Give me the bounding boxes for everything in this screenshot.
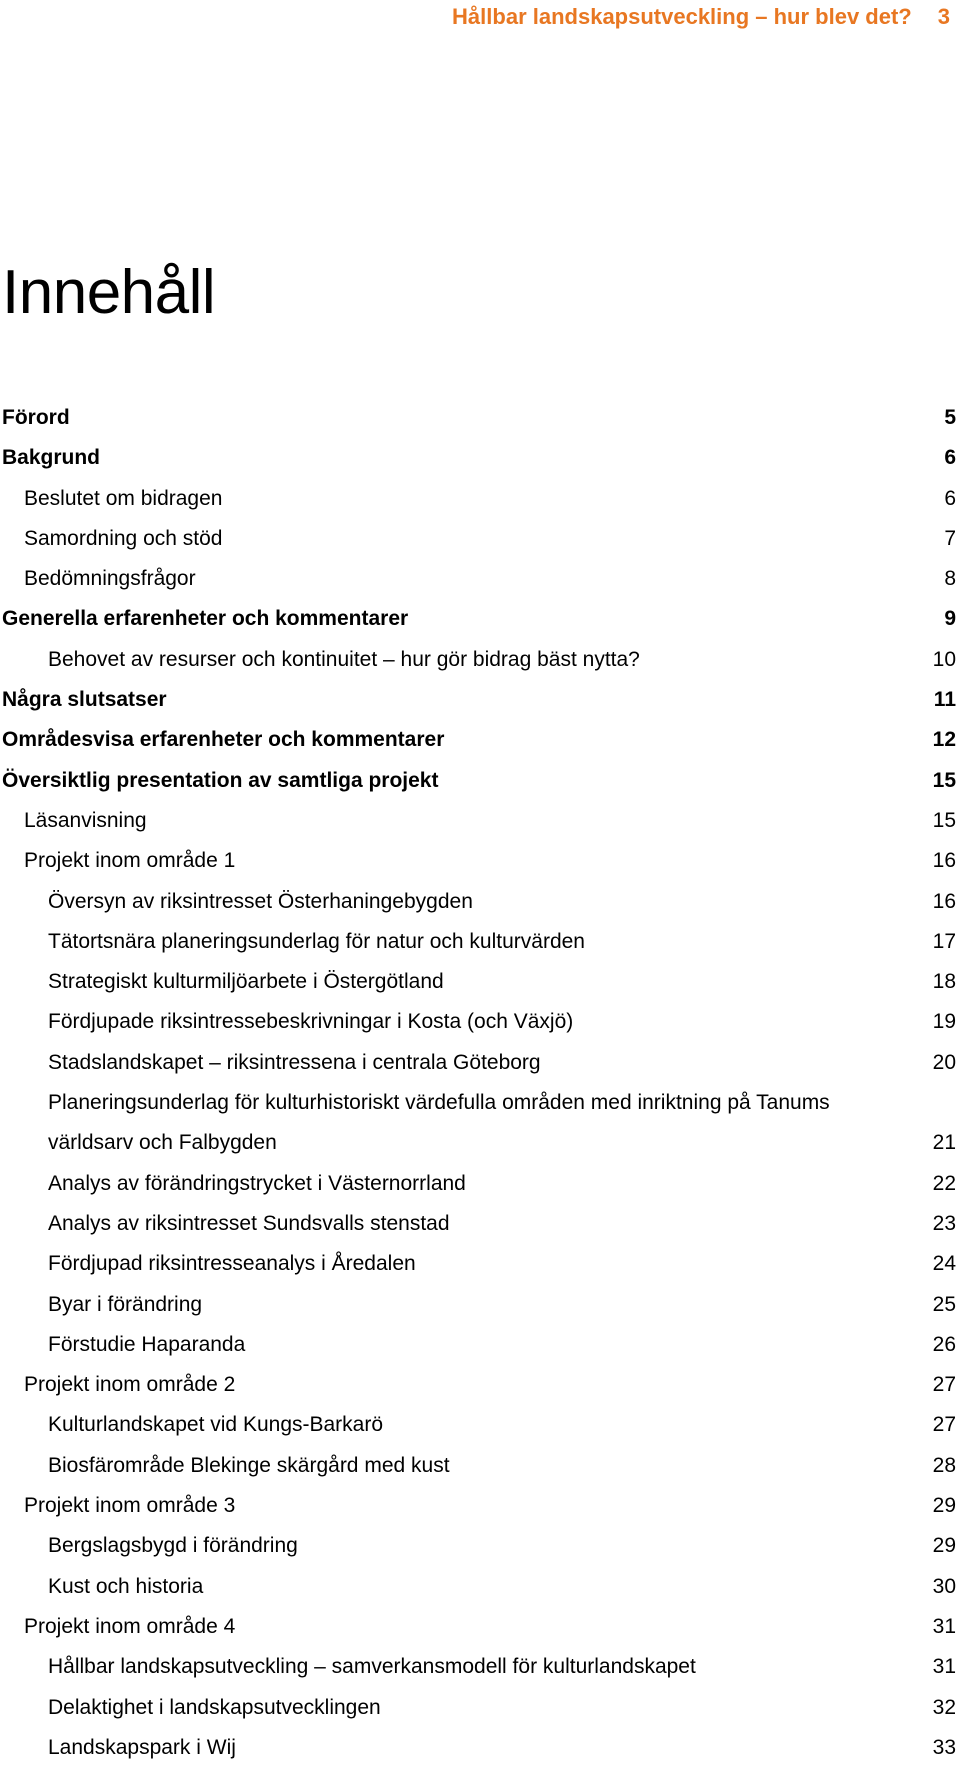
toc-entry-page-number: 31 <box>932 1614 956 1638</box>
toc-entry-page-number: 16 <box>932 849 956 873</box>
toc-entry[interactable] <box>0 1647 956 1687</box>
toc-entry-page-number: 27 <box>932 1373 956 1397</box>
toc-entry-label: Delaktighet i landskapsutvecklingen <box>48 1695 381 1719</box>
toc-entry-label: Några slutsatser <box>2 688 167 712</box>
toc-entry-page-number: 33 <box>932 1735 956 1759</box>
toc-entry-label: Fördjupad riksintresseanalys i Åredalen <box>48 1252 416 1276</box>
toc-entry[interactable] <box>0 922 956 962</box>
toc-entry-label: Bakgrund <box>2 446 101 470</box>
toc-entry[interactable] <box>0 559 956 599</box>
toc-entry-label: Projekt inom område 3 <box>24 1494 236 1518</box>
toc-entry-page-number: 16 <box>932 889 956 913</box>
toc-entry[interactable] <box>0 1002 956 1042</box>
toc-entry-page-number: 29 <box>932 1534 956 1558</box>
toc-entry-page-number: 30 <box>932 1574 956 1598</box>
toc-entry[interactable] <box>0 720 956 760</box>
toc-entry[interactable] <box>0 1083 956 1123</box>
toc-entry-page-number: 6 <box>944 486 956 510</box>
toc-entry-page-number: 32 <box>932 1695 956 1719</box>
toc-entry-page-number: 28 <box>932 1453 956 1477</box>
toc-entry-label: Bergslagsbygd i förändring <box>48 1534 298 1558</box>
toc-entry-label: Behovet av resurser och kontinuitet – hur gör bidrag bäst nytta? <box>48 647 640 671</box>
toc-entry[interactable] <box>0 1405 956 1445</box>
toc-entry[interactable] <box>0 1244 956 1284</box>
toc-entry[interactable] <box>0 438 956 478</box>
running-header-title: Hållbar landskapsutveckling – hur blev det? <box>452 4 912 29</box>
toc-entry-label: Projekt inom område 4 <box>24 1614 236 1638</box>
toc-entry-label: Kust och historia <box>48 1574 204 1598</box>
toc-entry-label: Landskapspark i Wij <box>48 1735 236 1759</box>
toc-entry-page-number: 9 <box>944 607 956 631</box>
toc-entry-label: Bedömningsfrågor <box>24 567 196 591</box>
toc-entry-label: Analys av förändringstrycket i Västernorrland <box>48 1171 466 1195</box>
toc-entry-page-number: 15 <box>932 768 956 792</box>
toc-entry[interactable] <box>0 519 956 559</box>
toc-entry-label: Analys av riksintresset Sundsvalls stenstad <box>48 1211 450 1235</box>
toc-entry[interactable] <box>0 801 956 841</box>
toc-entry-page-number: 12 <box>932 728 956 752</box>
toc-entry-page-number: 25 <box>932 1292 956 1316</box>
toc-entry-page-number: 15 <box>932 808 956 832</box>
toc-entry-page-number: 21 <box>932 1131 956 1155</box>
toc-entry-page-number: 19 <box>932 1010 956 1034</box>
toc-entry[interactable] <box>0 761 956 801</box>
toc-entry-label: Kulturlandskapet vid Kungs-Barkarö <box>48 1413 384 1437</box>
toc-entry[interactable] <box>0 1204 956 1244</box>
toc-entry[interactable] <box>0 1325 956 1365</box>
toc-entry-label: Områdesvisa erfarenheter och kommentarer <box>2 728 445 752</box>
toc-entry[interactable] <box>0 1607 956 1647</box>
toc-entry[interactable] <box>0 398 956 438</box>
toc-entry-page-number: 11 <box>933 688 956 712</box>
toc-entry-page-number: 5 <box>944 406 956 429</box>
toc-entry-page-number: 27 <box>932 1413 956 1437</box>
toc-entry-label: Förord <box>2 406 70 429</box>
running-header-page-number: 3 <box>937 4 950 29</box>
toc-entry-label: Läsanvisning <box>24 808 147 832</box>
running-header <box>452 4 950 30</box>
toc-entry-page-number: 8 <box>944 567 956 591</box>
toc-entry[interactable] <box>0 479 956 519</box>
toc-entry-page-number: 26 <box>932 1332 956 1356</box>
toc-entry-label: Översyn av riksintresset Österhaningebygden <box>48 889 473 913</box>
toc-entry[interactable] <box>0 1365 956 1405</box>
toc-entry-page-number: 23 <box>932 1211 956 1235</box>
toc-entry-page-number: 31 <box>932 1655 956 1679</box>
toc-entry-label: Tätortsnära planeringsunderlag för natur och kulturvärden <box>48 929 585 953</box>
toc-entry[interactable] <box>0 1728 956 1768</box>
toc-entry-label: Fördjupade riksintressebeskrivningar i Kosta (och Växjö) <box>48 1010 574 1034</box>
toc-entry[interactable] <box>0 1043 956 1083</box>
toc-entry-page-number: 20 <box>932 1050 956 1074</box>
toc-entry-label: Byar i förändring <box>48 1292 203 1316</box>
toc-entry[interactable] <box>0 1164 956 1204</box>
toc-entry-page-number: 22 <box>932 1171 956 1195</box>
toc-entry[interactable] <box>0 1123 956 1163</box>
toc-entry-page-number: 17 <box>932 929 956 953</box>
toc-entry[interactable] <box>0 640 956 680</box>
toc-entry[interactable] <box>0 1285 956 1325</box>
toc-entry-page-number: 10 <box>932 647 956 671</box>
toc-entry-label: Hållbar landskapsutveckling – samverkansmodell för kulturlandskapet <box>48 1655 696 1679</box>
toc-entry[interactable] <box>0 599 956 639</box>
toc-entry[interactable] <box>0 1446 956 1486</box>
toc-entry[interactable] <box>0 1486 956 1526</box>
toc-entry-page-number: 18 <box>932 970 956 994</box>
toc-entry-label: Generella erfarenheter och kommentarer <box>2 607 409 631</box>
toc-entry-label: Strategiskt kulturmiljöarbete i Östergötland <box>48 970 444 994</box>
toc-entry-label: Översiktlig presentation av samtliga projekt <box>2 768 439 792</box>
toc-entry-label: Planeringsunderlag för kulturhistoriskt värdefulla områden med inriktning på Tanums <box>48 1091 830 1115</box>
toc-entry-label: Biosfärområde Blekinge skärgård med kust <box>48 1453 450 1477</box>
toc-entry-label: Beslutet om bidragen <box>24 486 223 510</box>
table-of-contents <box>0 398 956 1768</box>
toc-entry[interactable] <box>0 1567 956 1607</box>
toc-entry-label: Förstudie Haparanda <box>48 1332 246 1356</box>
toc-entry-label: Stadslandskapet – riksintressena i centrala Göteborg <box>48 1050 541 1074</box>
toc-entry-page-number: 6 <box>944 446 956 470</box>
toc-entry-page-number: 7 <box>944 526 956 550</box>
toc-entry[interactable] <box>0 841 956 881</box>
toc-entry-label: Projekt inom område 1 <box>24 849 236 873</box>
toc-entry[interactable] <box>0 1526 956 1566</box>
toc-entry-label: världsarv och Falbygden <box>48 1131 277 1155</box>
toc-entry[interactable] <box>0 680 956 720</box>
toc-entry-label: Samordning och stöd <box>24 526 223 550</box>
toc-entry[interactable] <box>0 1688 956 1728</box>
page-title: Innehåll <box>2 258 216 327</box>
toc-entry-label: Projekt inom område 2 <box>24 1373 236 1397</box>
toc-entry[interactable] <box>0 882 956 922</box>
toc-entry-page-number: 24 <box>932 1252 956 1276</box>
toc-entry-page-number: 29 <box>932 1494 956 1518</box>
toc-entry[interactable] <box>0 962 956 1002</box>
